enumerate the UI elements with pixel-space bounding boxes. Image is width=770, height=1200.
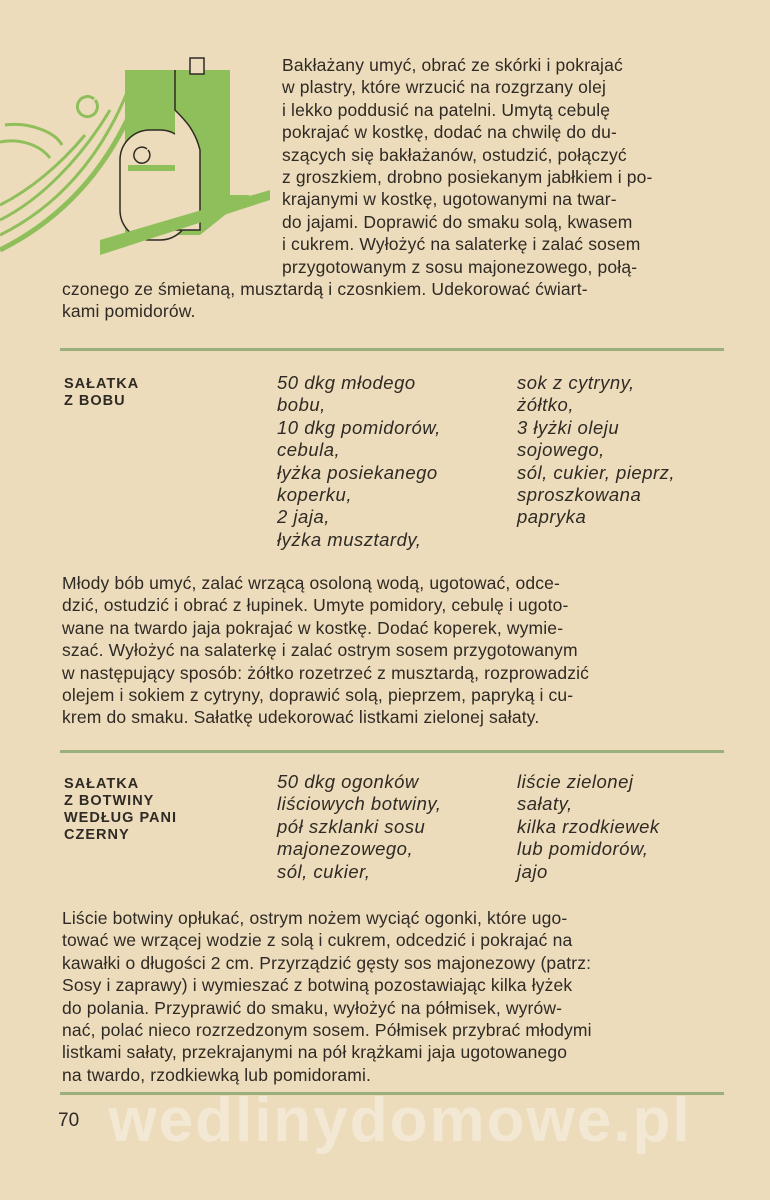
method-line: kawałki o długości 2 cm. Przyrządzić gęsty sos majonezowy (patrz:: [62, 952, 592, 973]
intro-line: w plastry, które wrzucić na rozgrzany olej: [282, 77, 606, 98]
method-botwiny: [62, 907, 734, 1086]
ingredient: sól, cukier,: [277, 860, 371, 882]
recipe-title-bobu: [64, 376, 214, 410]
method-line: wane na twardo jaja pokrajać w kostkę. Dodać koperek, wymie-: [62, 617, 564, 638]
ingredient: łyżka musztardy,: [277, 528, 422, 550]
ingredient: sojowego,: [517, 439, 605, 461]
ingredients-left-bobu: [277, 372, 441, 551]
method-line: dzić, ostudzić i obrać z łupinek. Umyte pomidory, cebulę i ugoto-: [62, 595, 569, 616]
ingredient: 3 łyżki oleju: [517, 416, 620, 438]
ingredient: jajo: [517, 860, 548, 882]
method-line: tować we wrzącej wodzie z solą i cukrem, odcedzić i pokrajać na: [62, 930, 573, 951]
method-line: Sosy i zaprawy) i wymieszać z botwiną pozostawiając kilka łyżek: [62, 975, 573, 996]
ingredient: sok z cytryny,: [517, 372, 635, 393]
intro-line: Bakłażany umyć, obrać ze skórki i pokrajać: [282, 55, 623, 75]
method-line: krem do smaku. Sałatkę udekorować listkami zielonej sałaty.: [62, 707, 540, 728]
ingredient: koperku,: [277, 484, 352, 506]
recipe-title-line: Z BOBU: [64, 393, 126, 409]
method-line: w następujący sposób: żółtko rozetrzeć z musztardą, rozprowadzić: [62, 662, 590, 683]
method-line: do polania. Przyprawić do smaku, wyłożyć na półmisek, wyrów-: [62, 997, 563, 1018]
intro-line: szących się bakłażanów, ostudzić, połączyć: [282, 144, 627, 165]
ingredient: sól, cukier, pieprz,: [517, 461, 676, 483]
salad-illustration: [0, 50, 280, 270]
ingredient: liściowych botwiny,: [277, 793, 442, 815]
intro-line: do jajami. Doprawić do smaku solą, kwasem: [282, 211, 633, 232]
intro-line: pokrajać w kostkę, dodać na chwilę do du-: [282, 122, 617, 143]
method-line: szać. Wyłożyć na salaterkę i zalać ostrym sosem przygotowanym: [62, 640, 578, 661]
ingredient: majonezowego,: [277, 838, 414, 860]
intro-line: z groszkiem, drobno posiekanym jabłkiem i po-: [282, 167, 653, 188]
ingredients-right-botwiny: [517, 771, 660, 883]
ingredient: 50 dkg ogonków: [277, 771, 419, 792]
method-bobu: [62, 572, 734, 729]
ingredient: żółtko,: [517, 394, 574, 416]
ingredient: lub pomidorów,: [517, 838, 649, 860]
recipe-title-line: SAŁATKA: [64, 376, 140, 392]
intro-line: i cukrem. Wyłożyć na salaterkę i zalać sosem: [282, 234, 641, 255]
ingredients-left-botwiny: [277, 771, 441, 883]
ingredient: papryka: [517, 506, 587, 528]
recipe-title-line: Z BOTWINY: [64, 793, 155, 809]
intro-paragraph-top: [282, 54, 734, 278]
intro-line: czonego ze śmietaną, musztardą i czosnkiem. Udekorować ćwiart-: [62, 279, 588, 299]
page-number: 70: [58, 1110, 80, 1131]
intro-line: przygotowanym z sosu majonezowego, połą-: [282, 256, 638, 277]
method-line: Liście botwiny opłukać, ostrym nożem wyciąć ogonki, które ugo-: [62, 908, 568, 928]
intro-line: krajanymi w kostkę, ugotowanymi na twar-: [282, 189, 617, 210]
ingredients-right-bobu: [517, 372, 675, 529]
ingredient: bobu,: [277, 394, 326, 416]
ingredient: sałaty,: [517, 793, 573, 815]
ingredient: 50 dkg młodego: [277, 372, 416, 393]
intro-line: kami pomidorów.: [62, 301, 196, 322]
ingredient: cebula,: [277, 439, 341, 461]
recipe-title-line: WEDŁUG PANI: [64, 810, 178, 826]
method-line: nać, polać nieco rozrzedzonym sosem. Półmisek przybrać młodymi: [62, 1020, 592, 1041]
ingredient: kilka rzodkiewek: [517, 815, 660, 837]
method-line: Młody bób umyć, zalać wrzącą osoloną wodą, ugotować, odce-: [62, 573, 560, 593]
recipe-title-botwiny: [64, 776, 214, 844]
ingredient: 2 jaja,: [277, 506, 330, 528]
intro-line: i lekko poddusić na patelni. Umytą cebulę: [282, 99, 611, 120]
section-divider: [60, 750, 724, 753]
method-line: olejem i sokiem z cytryny, doprawić solą, pieprzem, papryką i cu-: [62, 685, 574, 706]
recipe-title-line: CZERNY: [64, 827, 130, 843]
ingredient: liście zielonej: [517, 771, 634, 792]
recipe-title-line: SAŁATKA: [64, 776, 140, 792]
ingredient: pół szklanki sosu: [277, 815, 426, 837]
intro-paragraph-tail: [62, 278, 734, 323]
method-line: listkami sałaty, przekrajanymi na pół krążkami jaja ugotowanego: [62, 1042, 568, 1063]
ingredient: 10 dkg pomidorów,: [277, 416, 441, 438]
ingredient: sproszkowana: [517, 484, 642, 506]
method-line: na twardo, rzodkiewką lub pomidorami.: [62, 1064, 372, 1085]
section-divider: [60, 348, 724, 351]
watermark: wedlinydomowe.pl: [108, 1086, 692, 1155]
ingredient: łyżka posiekanego: [277, 461, 438, 483]
